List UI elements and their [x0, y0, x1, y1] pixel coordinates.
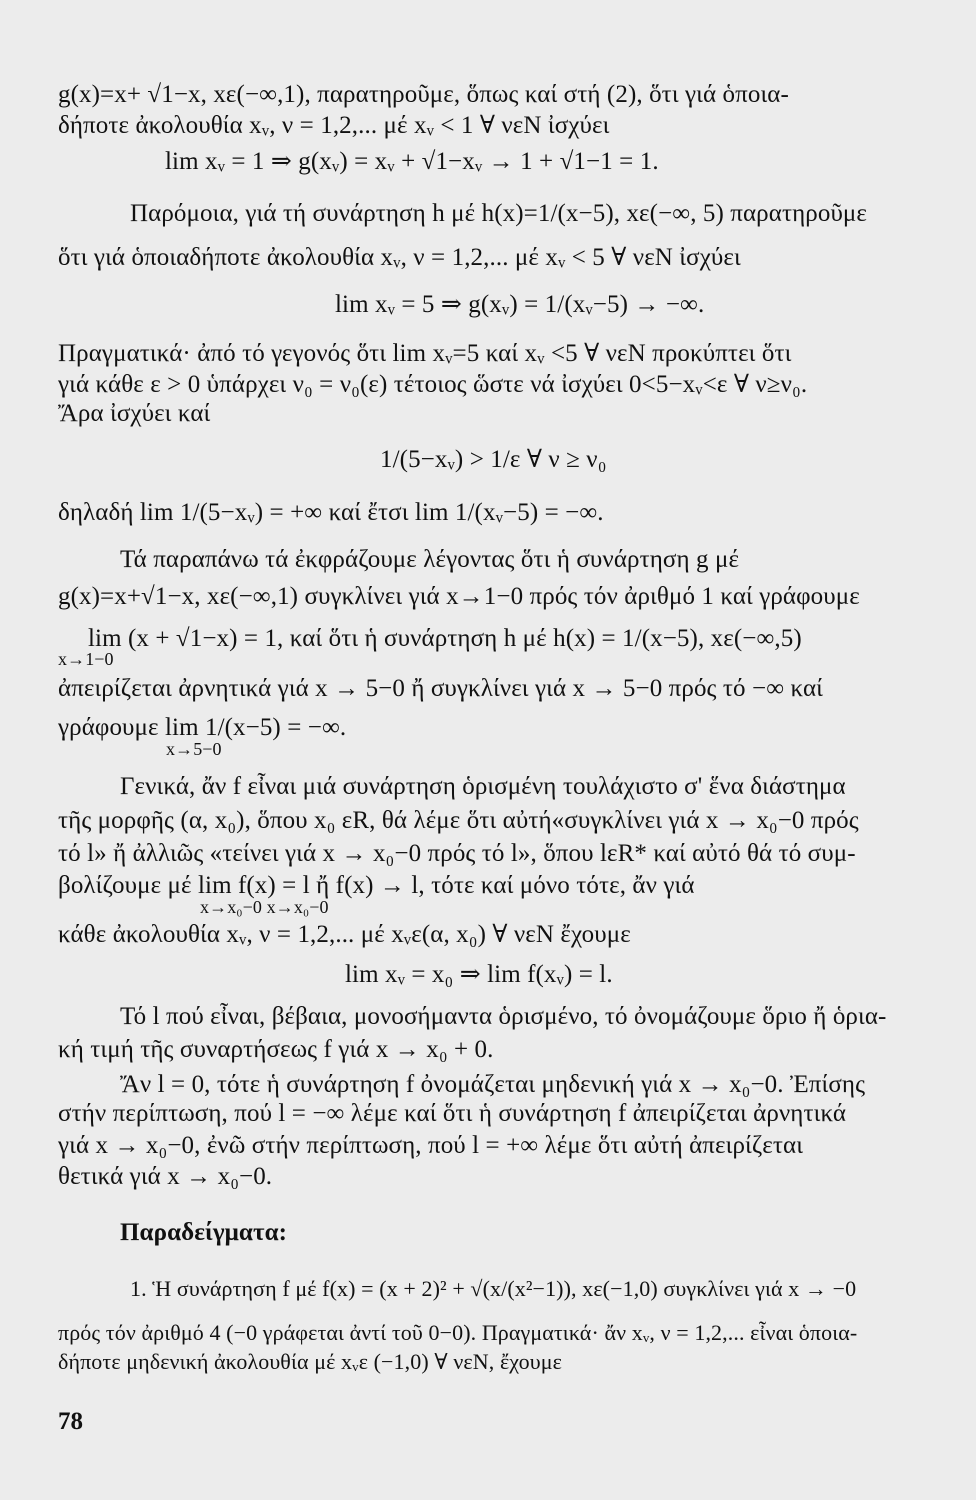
text-line-11: lim (x + √1−x) = 1, καί ὅτι ἡ συνάρτηση h μέ h(x) = 1/(x−5), xε(−∞,5) [88, 625, 802, 652]
text-line-09: Τά παραπάνω τά ἐκφράζουμε λέγοντας ὅτι ἡ συνάρτηση g μέ [120, 546, 740, 573]
text-line-04: ὅτι γιά ὁποιαδήποτε ἀκολουθία xᵥ, ν = 1,2,... μέ xᵥ < 5 ∀ νεN ἰσχύει [58, 244, 741, 271]
text-line-08: δηλαδή lim 1/(5−xᵥ) = +∞ καί ἔτσι lim 1/(xᵥ−5) = −∞. [58, 499, 604, 526]
text-line-13: γράφουμε lim 1/(x−5) = −∞. [58, 714, 347, 741]
text-line-19: Τό l πού εἶναι, βέβαια, μονοσήμαντα ὁρισμένο, τό ὀνομάζουμε ὅριο ἤ ὁρια- [120, 1003, 887, 1030]
equation-line-03: 1/(5−xᵥ) > 1/ε ∀ ν ≥ ν₀ [380, 446, 607, 473]
text-line-21: Ἄν l = 0, τότε ἡ συνάρτηση f ὀνομάζεται μηδενική γιά x → x₀−0. Ἐπίσης [120, 1071, 866, 1098]
limit-subscript-02: x→5−0 [166, 739, 222, 759]
text-line-10: g(x)=x+√1−x, xε(−∞,1) συγκλίνει γιά x→1−0 πρός τόν ἀριθμό 1 καί γράφουμε [58, 583, 860, 610]
text-line-02: δήποτε ἀκολουθία xᵥ, ν = 1,2,... μέ xᵥ < 1 ∀ νεN ἰσχύει [58, 112, 610, 139]
examples-heading: Παραδείγματα: [120, 1219, 288, 1246]
text-line-05: Πραγματικά· ἀπό τό γεγονός ὅτι lim xᵥ=5 καί xᵥ <5 ∀ νεN προκύπτει ὅτι [58, 340, 792, 367]
text-line-23: γιά x → x₀−0, ἐνῶ στήν περίπτωση, πού l = +∞ λέμε ὅτι αὐτή ἀπειρίζεται [58, 1132, 804, 1159]
equation-line-02: lim xᵥ = 5 ⇒ g(xᵥ) = 1/(xᵥ−5) → −∞. [335, 291, 705, 318]
text-line-24: θετικά γιά x → x₀−0. [58, 1163, 273, 1190]
equation-line-01: lim xᵥ = 1 ⇒ g(xᵥ) = xᵥ + √1−xᵥ → 1 + √1−1 = 1. [165, 148, 659, 175]
limit-subscript-03: x→x₀−0 x→x₀−0 [200, 897, 329, 917]
text-line-18: κάθε ἀκολουθία xᵥ, ν = 1,2,... μέ xᵥε(α, x₀) ∀ νεN ἔχουμε [58, 921, 631, 948]
example-line-02: πρός τόν ἀριθμό 4 (−0 γράφεται ἀντί τοῦ 0−0). Πραγματικά· ἄν xᵥ, ν = 1,2,... εἶναι ὁποια- [58, 1320, 858, 1345]
example-line-03: δήποτε μηδενική ἀκολουθία μέ xᵥε (−1,0) ∀ νεN, ἔχουμε [58, 1349, 562, 1374]
text-line-03: Παρόμοια, γιά τή συνάρτηση h μέ h(x)=1/(x−5), xε(−∞, 5) παρατηροῦμε [130, 200, 868, 227]
text-line-17: βολίζουμε μέ lim f(x) = l ἤ f(x) → l, τότε καί μόνο τότε, ἄν γιά [58, 872, 695, 899]
limit-subscript-01: x→1−0 [58, 649, 114, 669]
example-line-01: 1. Ἡ συνάρτηση f μέ f(x) = (x + 2)² + √(x/(x²−1)), xε(−1,0) συγκλίνει γιά x → −0 [130, 1276, 857, 1301]
text-line-20: κή τιμή τῆς συναρτήσεως f γιά x → x₀ + 0. [58, 1036, 494, 1063]
page-number: 78 [58, 1408, 83, 1435]
text-line-12: ἀπειρίζεται ἀρνητικά γιά x → 5−0 ἤ συγκλίνει γιά x → 5−0 πρός τό −∞ καί [58, 675, 823, 702]
text-line-16: τό l» ἤ ἀλλιῶς «τείνει γιά x → x₀−0 πρός τό l», ὅπου lεR* καί αὐτό θά τό συμ- [58, 840, 856, 867]
text-line-14: Γενικά, ἄν f εἶναι μιά συνάρτηση ὁρισμένη τουλάχιστο σ' ἕνα διάστημα [120, 773, 846, 800]
text-line-22: στήν περίπτωση, πού l = −∞ λέμε καί ὅτι ἡ συνάρτηση f ἀπειρίζεται ἀρνητικά [58, 1100, 847, 1127]
text-line-06: γιά κάθε ε > 0 ὑπάρχει ν₀ = ν₀(ε) τέτοιος ὥστε νά ἰσχύει 0<5−xᵥ<ε ∀ ν≥ν₀. [58, 371, 808, 398]
text-line-07: Ἄρα ἰσχύει καί [58, 400, 211, 427]
text-line-01: g(x)=x+ √1−x, xε(−∞,1), παρατηροῦμε, ὅπως καί στή (2), ὅτι γιά ὁποια- [58, 81, 789, 108]
text-line-15: τῆς μορφῆς (α, x₀), ὅπου x₀ εR, θά λέμε ὅτι αὐτή«συγκλίνει γιά x → x₀−0 πρός [58, 807, 859, 834]
equation-line-04: lim xᵥ = x₀ ⇒ lim f(xᵥ) = l. [345, 961, 613, 988]
